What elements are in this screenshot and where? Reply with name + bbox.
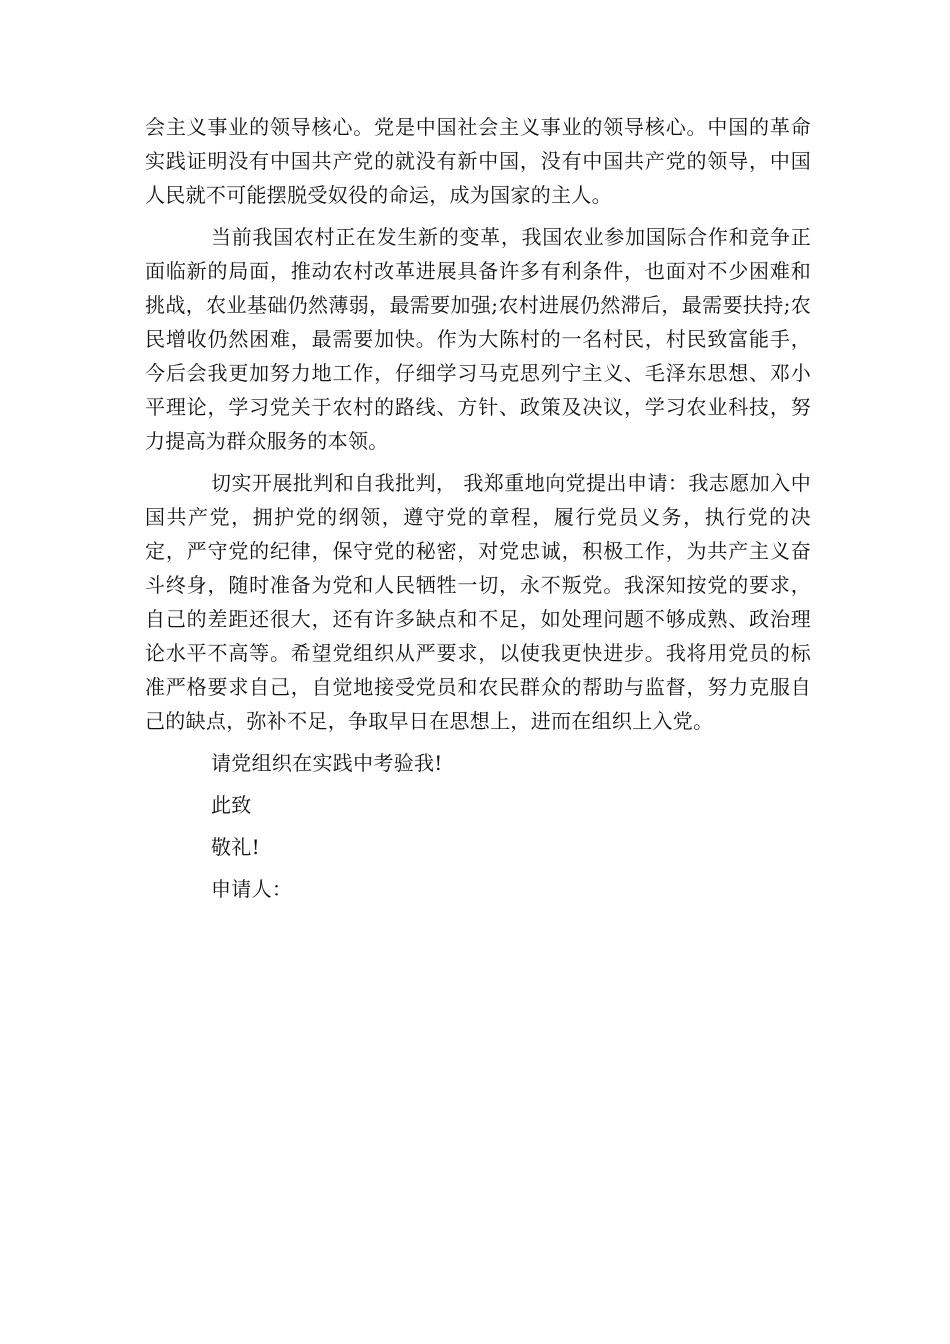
applicant-label: 申请人：: [211, 877, 293, 901]
closing-salutation: 此致: [211, 793, 252, 817]
paragraph-application: 切实开展批判和自我批判， 我郑重地向党提出申请：我志愿加入中国共产党，拥护党的纲领，遵守党的章程，履行党员义务，执行党的决定，严守党的纪律，保守党的秘密，对党忠诚，积极工作，为共产主义奋斗终身，随时准备为党和人民牺牲一切，永不叛党。我深知按党的要求，自己的差距还很大，还有许多缺点和不足，如处理问题不够成熟、政治理论水平不高等。希望党组织从严要求，以使我更快进步。我将用党员的标准严格要求自己，自觉地接受党员和农民群众的帮助与监督，努力克服自己的缺点，弥补不足，争取早日在思想上，进而在组织上入党。: [145, 471, 811, 733]
document-body: [145, 110, 811, 914]
closing-regards: 敬礼!: [211, 835, 260, 859]
paragraph-rural-reform: 当前我国农村正在发生新的变革，我国农业参加国际合作和竞争正面临新的局面，推动农村改革进展具备许多有利条件，也面对不少困难和挑战，农业基础仍然薄弱，最需要加强;农村进展仍然滞后，最需要扶持;农民增收仍然困难，最需要加快。作为大陈村的一名村民，村民致富能手，今后会我更加努力地工作，仔细学习马克思列宁主义、毛泽东思想、邓小平理论，学习党关于农村的路线、方针、政策及决议，学习农业科技，努力提高为群众服务的本领。: [145, 225, 811, 453]
paragraph-continuation: 会主义事业的领导核心。党是中国社会主义事业的领导核心。中国的革命实践证明没有中国共产党的就没有新中国，没有中国共产党的领导，中国人民就不可能摆脱受奴役的命运，成为国家的主人。: [145, 115, 811, 207]
closing-test-line: 请党组织在实践中考验我!: [211, 751, 443, 775]
